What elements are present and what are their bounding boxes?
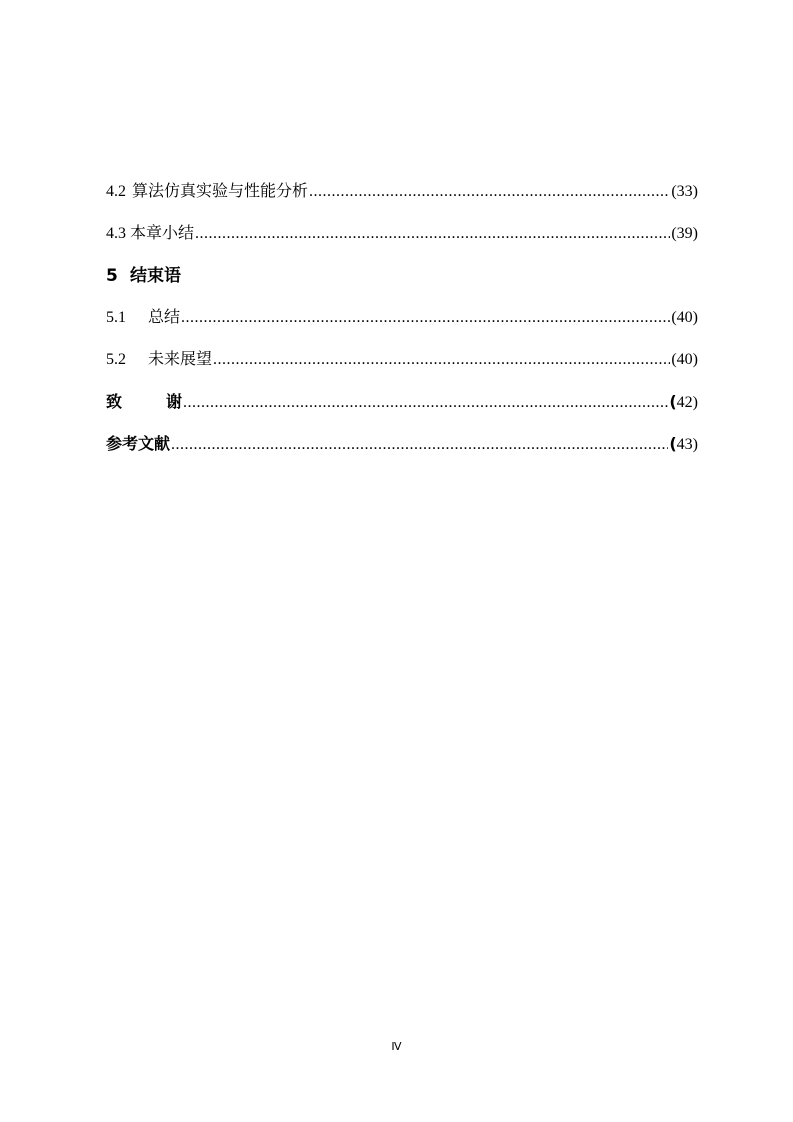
page-number: (40) bbox=[671, 351, 698, 368]
toc-entry-references[interactable] bbox=[106, 430, 698, 472]
section-title: 算法仿真实验与性能分析 bbox=[132, 183, 309, 200]
page-value: 43) bbox=[676, 436, 698, 453]
chapter-title: 结束语 bbox=[130, 266, 181, 286]
acknowledgements-title-char1: 致 bbox=[106, 392, 123, 411]
toc-entry-label bbox=[106, 304, 180, 332]
page-number: (33) bbox=[671, 183, 698, 200]
toc-entry-4-3[interactable] bbox=[106, 220, 698, 262]
page-number bbox=[669, 430, 698, 459]
section-number: 5.2 bbox=[106, 351, 126, 368]
dot-leader bbox=[195, 220, 670, 248]
toc-entry-label: 参考文献 bbox=[106, 434, 171, 453]
table-of-contents bbox=[106, 178, 698, 472]
section-title: 总结 bbox=[148, 309, 181, 326]
chapter-number: 5 bbox=[106, 266, 118, 286]
toc-entry-5-2[interactable] bbox=[106, 346, 698, 388]
page-number: (39) bbox=[671, 225, 698, 242]
dot-leader bbox=[213, 346, 670, 374]
chapter-5-heading[interactable] bbox=[106, 262, 698, 304]
footer-page-number: Ⅳ bbox=[391, 1041, 402, 1053]
page-paren: ( bbox=[669, 392, 677, 411]
page-paren: ( bbox=[669, 434, 677, 453]
dot-leader bbox=[171, 431, 668, 459]
toc-entry-4-2[interactable] bbox=[106, 178, 698, 220]
section-title: 本章小结 bbox=[130, 225, 195, 242]
dot-leader bbox=[181, 304, 670, 332]
toc-entry-label bbox=[106, 346, 212, 374]
toc-entry-label bbox=[106, 220, 194, 248]
section-title: 未来展望 bbox=[148, 351, 213, 368]
toc-entry-label bbox=[106, 178, 308, 206]
toc-entry-5-1[interactable] bbox=[106, 304, 698, 346]
toc-entry-label bbox=[106, 388, 182, 416]
dot-leader bbox=[183, 389, 668, 417]
section-number: 5.1 bbox=[106, 309, 126, 326]
page-number: (40) bbox=[671, 309, 698, 326]
acknowledgements-title-char2: 谢 bbox=[166, 392, 183, 411]
dot-leader bbox=[309, 178, 670, 206]
page-number bbox=[669, 388, 698, 417]
section-number: 4.3 bbox=[106, 225, 126, 242]
toc-entry-acknowledgements[interactable] bbox=[106, 388, 698, 430]
page-value: 42) bbox=[676, 394, 698, 411]
section-number: 4.2 bbox=[106, 183, 126, 200]
